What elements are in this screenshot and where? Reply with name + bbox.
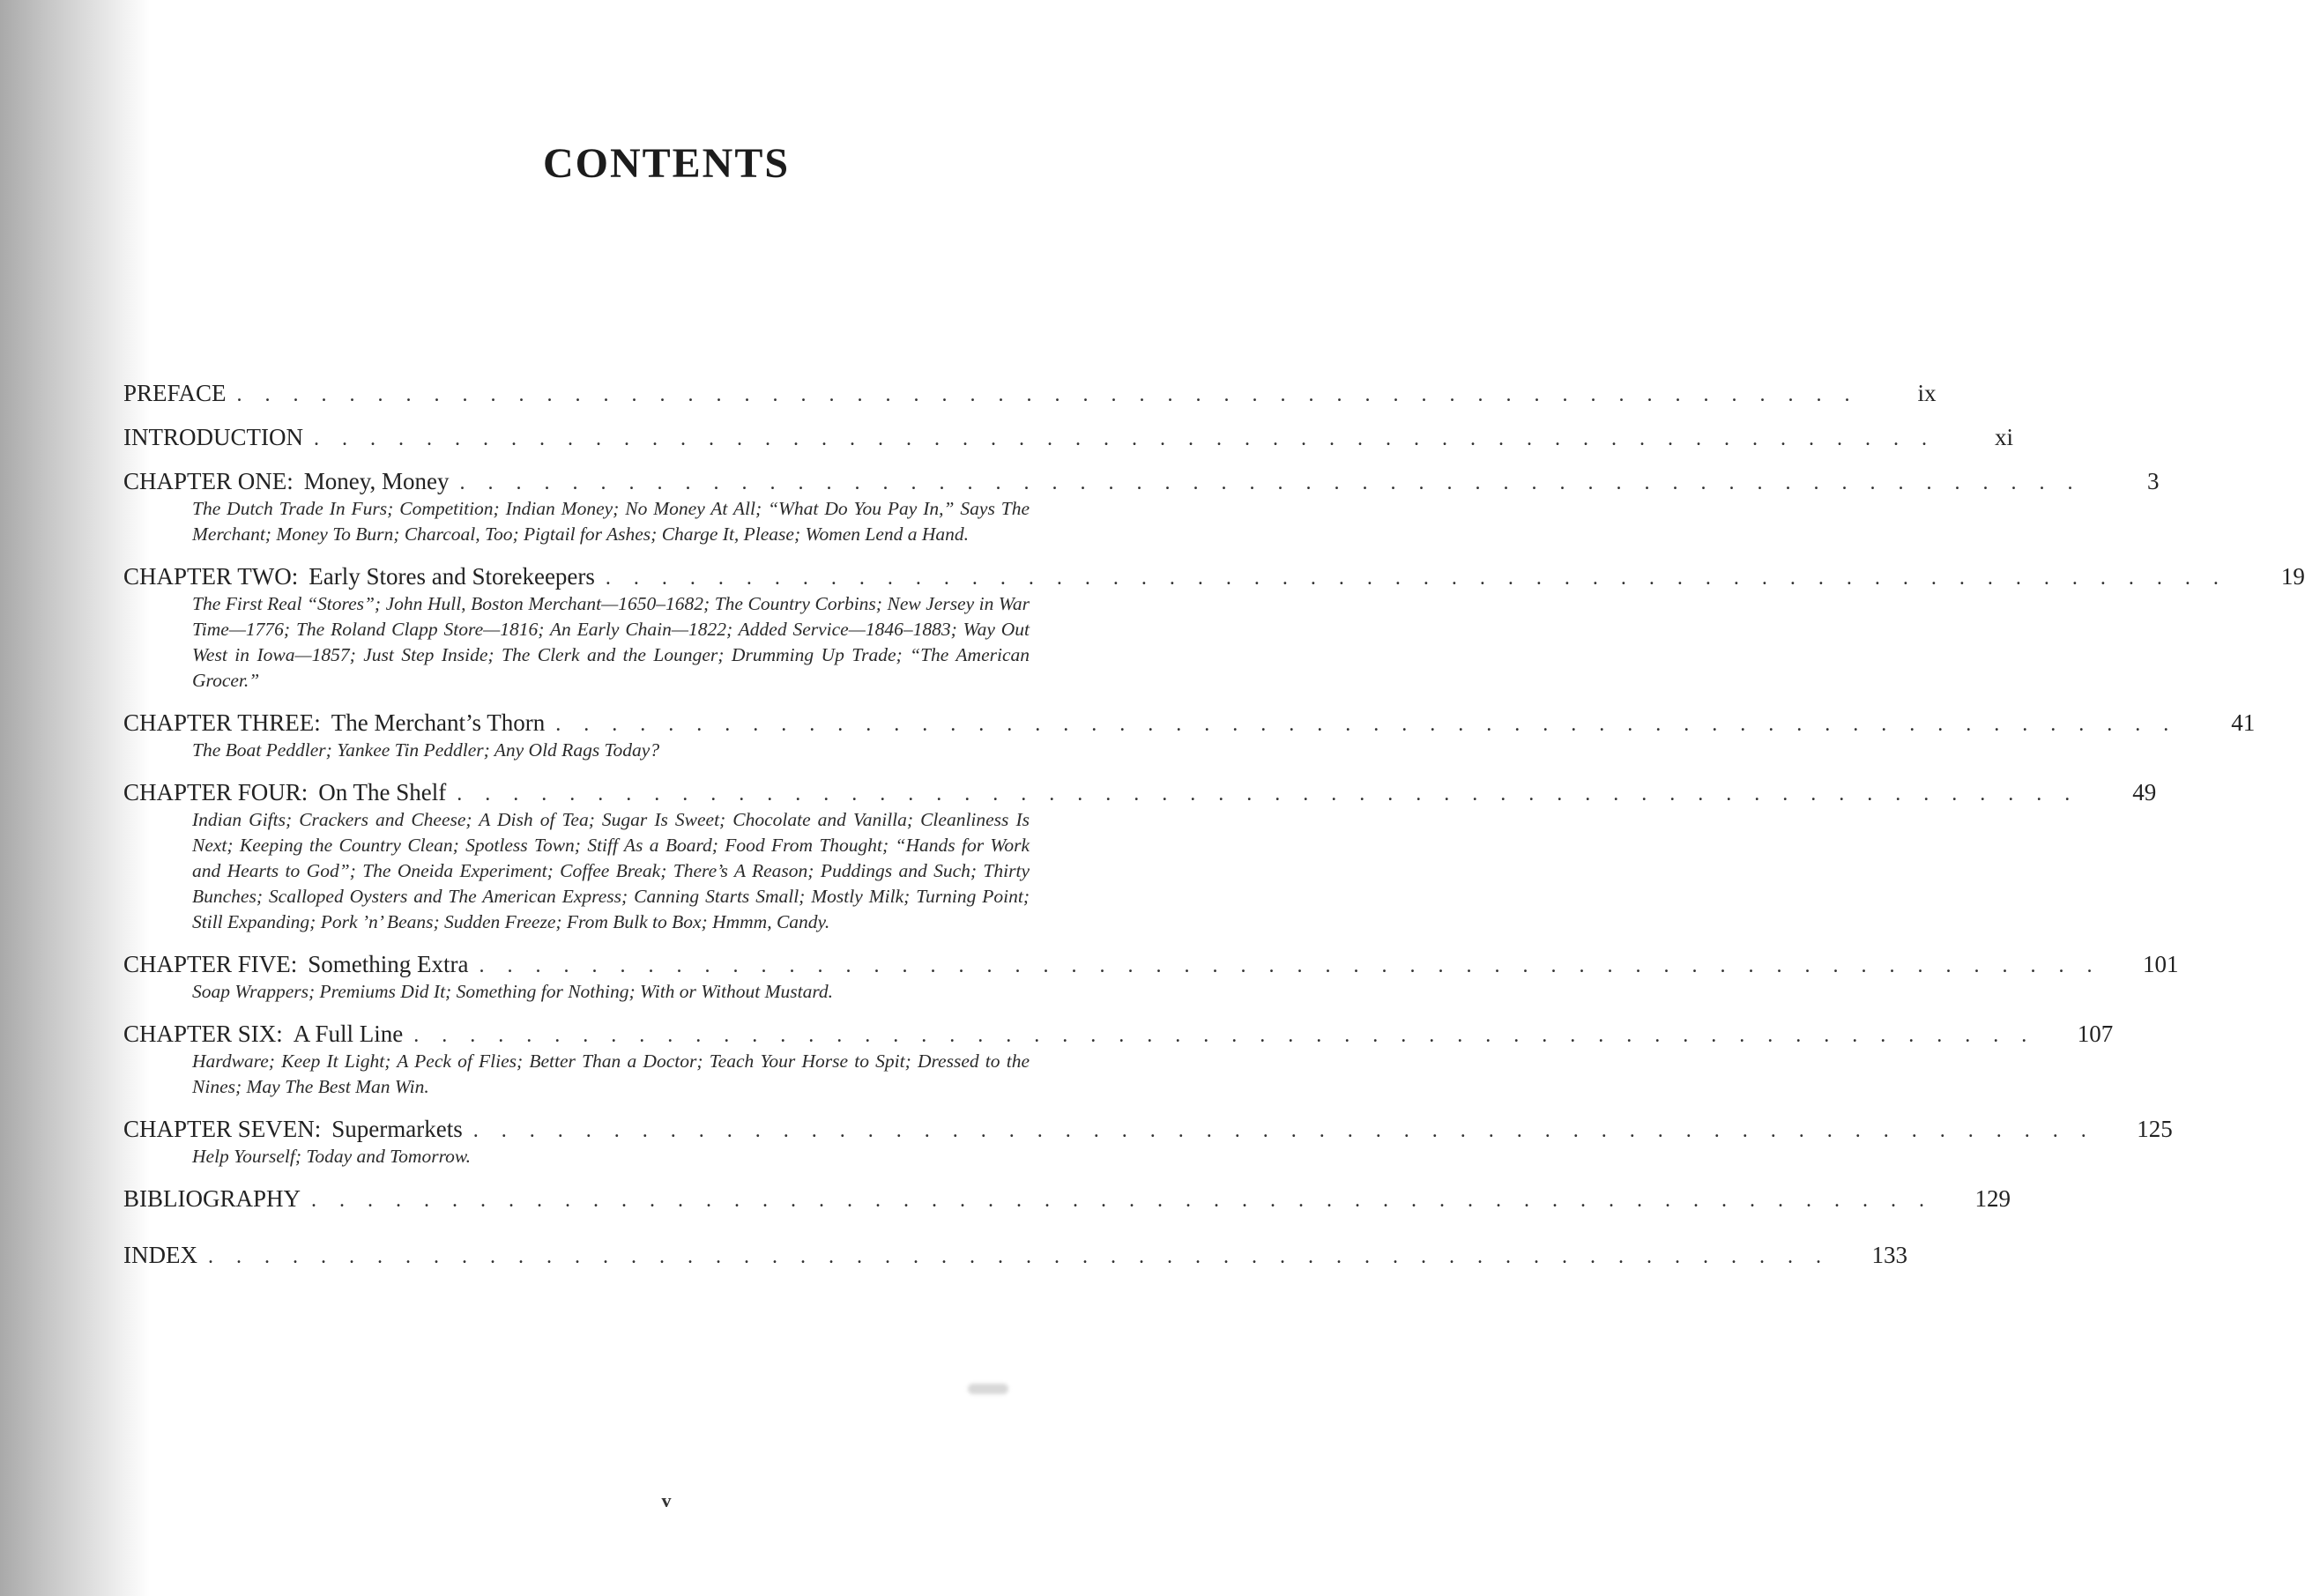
entry-heading: CHAPTER THREE: xyxy=(123,709,321,736)
dot-leader: . . . . . . . . . . . . . . . . . . . . . . . . . . . . . . . . . . . . . . . . . . . . . . . . . . . . . . . . . . xyxy=(555,713,2178,736)
dot-leader: . . . . . . . . . . . . . . . . . . . . . . . . . . . . . . . . . . . . . . . . . . . . . . . . . . . . . . . . . . xyxy=(207,1245,1830,1268)
entry-page: 101 xyxy=(2143,951,2179,977)
entry-description: The Dutch Trade In Furs; Competition; Indian Money; No Money At All; “What Do You Pay In,” Says The Merchant; Money To Burn; Charcoal, Too; Pigtail for Ashes; Charge It, Please; Women Lend a Hand. xyxy=(192,498,1030,545)
entry-subtitle: A Full Line xyxy=(293,1021,404,1047)
entry-page: 49 xyxy=(2132,779,2157,805)
entry-subtitle: Supermarkets xyxy=(331,1116,463,1142)
toc-entry-introduction xyxy=(123,419,2013,456)
table-of-contents xyxy=(123,375,2305,1273)
toc-entry-chapter-seven xyxy=(123,1110,2173,1169)
entry-subtitle: Something Extra xyxy=(308,951,469,977)
dot-leader: . . . . . . . . . . . . . . . . . . . . . . . . . . . . . . . . . . . . . . . . . . . . . . . . . . . . . . . . . . xyxy=(236,383,1859,406)
entry-description: The First Real “Stores”; John Hull, Boston Merchant—1650–1682; The Country Corbins; New Jersey in War Time—1776; The Roland Clapp Store—1816; An Early Chain—1822; Added Service—1846–1883; Way Out West in Iowa—1857; Just Step Inside; The Clerk and the Lounger; Drumming Up Trade; “The American Grocer.” xyxy=(192,593,1030,691)
toc-entry-chapter-three xyxy=(123,704,2256,763)
entry-subtitle: Early Stores and Storekeepers xyxy=(309,563,595,590)
toc-entry-bibliography xyxy=(123,1180,2011,1217)
toc-entry-preface xyxy=(123,375,1937,412)
toc-entry-chapter-four xyxy=(123,774,2157,935)
dot-leader: . . . . . . . . . . . . . . . . . . . . . . . . . . . . . . . . . . . . . . . . . . . . . . . . . . . . . . . . . . xyxy=(311,1189,1934,1212)
entry-subtitle: On The Shelf xyxy=(318,779,447,805)
entry-heading: CHAPTER SEVEN: xyxy=(123,1116,322,1142)
entry-page: 41 xyxy=(2231,709,2256,736)
dot-leader: . . . . . . . . . . . . . . . . . . . . . . . . . . . . . . . . . . . . . . . . . . . . . . . . . . . . . . . . . . xyxy=(313,427,1936,450)
toc-entry-chapter-two xyxy=(123,558,2305,694)
entry-description: Indian Gifts; Crackers and Cheese; A Dish of Tea; Sugar Is Sweet; Chocolate and Vanilla; Cleanliness Is Next; Keeping the Country Clean; Spotless Town; Stiff As a Board; Food From Thought; “Hands for Work and Hearts to God”; The Oneida Experiment; Coffee Break; There’s A Reason; Puddings and Such; Thirty Bunches; Scalloped Oysters and The American Express; Canning Starts Small; Mostly Milk; Turning Point; Still Expanding; Pork ’n’ Beans; Sudden Freeze; From Bulk to Box; Hmmm, Candy. xyxy=(192,809,1030,932)
entry-page: ix xyxy=(1917,380,1937,406)
entry-description: Soap Wrappers; Premiums Did It; Something for Nothing; With or Without Mustard. xyxy=(192,981,834,1002)
page-title: CONTENTS xyxy=(542,140,791,188)
entry-page: 129 xyxy=(1974,1185,2011,1212)
toc-entry-index xyxy=(123,1236,1907,1273)
entry-page: 133 xyxy=(1871,1242,1907,1268)
entry-heading: CHAPTER FOUR: xyxy=(123,779,309,805)
page-number: v xyxy=(661,1489,672,1511)
entry-heading: PREFACE xyxy=(123,380,227,406)
dot-leader: . . . . . . . . . . . . . . . . . . . . . . . . . . . . . . . . . . . . . . . . . . . . . . . . . . . . . . . . . . xyxy=(457,783,2079,805)
entry-heading: CHAPTER ONE: xyxy=(123,468,294,494)
entry-heading: CHAPTER TWO: xyxy=(123,563,299,590)
entry-description: The Boat Peddler; Yankee Tin Peddler; Any Old Rags Today? xyxy=(192,739,660,761)
entry-heading: INDEX xyxy=(123,1242,197,1268)
dot-leader: . . . . . . . . . . . . . . . . . . . . . . . . . . . . . . . . . . . . . . . . . . . . . . . . . . . . . . . . . . xyxy=(472,1119,2095,1142)
toc-entry-chapter-one xyxy=(123,463,2160,547)
entry-subtitle: Money, Money xyxy=(303,468,450,494)
entry-heading: CHAPTER FIVE: xyxy=(123,951,298,977)
entry-page: 125 xyxy=(2137,1116,2173,1142)
entry-page: 19 xyxy=(2280,563,2305,590)
dot-leader: . . . . . . . . . . . . . . . . . . . . . . . . . . . . . . . . . . . . . . . . . . . . . . . . . . . . . . . . . . xyxy=(459,471,2082,494)
entry-page: xi xyxy=(1994,424,2013,450)
toc-entry-chapter-six xyxy=(123,1015,2114,1100)
entry-page: 3 xyxy=(2147,468,2160,494)
entry-heading: BIBLIOGRAPHY xyxy=(123,1185,301,1212)
paper-smudge xyxy=(968,1384,1008,1394)
dot-leader: . . . . . . . . . . . . . . . . . . . . . . . . . . . . . . . . . . . . . . . . . . . . . . . . . . . . . . . . . . xyxy=(605,567,2227,590)
entry-heading: INTRODUCTION xyxy=(123,424,303,450)
entry-heading: CHAPTER SIX: xyxy=(123,1021,283,1047)
toc-entry-chapter-five xyxy=(123,946,2179,1005)
dot-leader: . . . . . . . . . . . . . . . . . . . . . . . . . . . . . . . . . . . . . . . . . . . . . . . . . . . . . . . . . . xyxy=(413,1024,2036,1047)
entry-subtitle: The Merchant’s Thorn xyxy=(331,709,546,736)
entry-page: 107 xyxy=(2077,1021,2114,1047)
dot-leader: . . . . . . . . . . . . . . . . . . . . . . . . . . . . . . . . . . . . . . . . . . . . . . . . . . . . . . . . . . xyxy=(479,954,2101,977)
entry-description: Help Yourself; Today and Tomorrow. xyxy=(192,1146,472,1167)
entry-description: Hardware; Keep It Light; A Peck of Flies; Better Than a Doctor; Teach Your Horse to Spit; Dressed to the Nines; May The Best Man Win. xyxy=(192,1050,1030,1097)
